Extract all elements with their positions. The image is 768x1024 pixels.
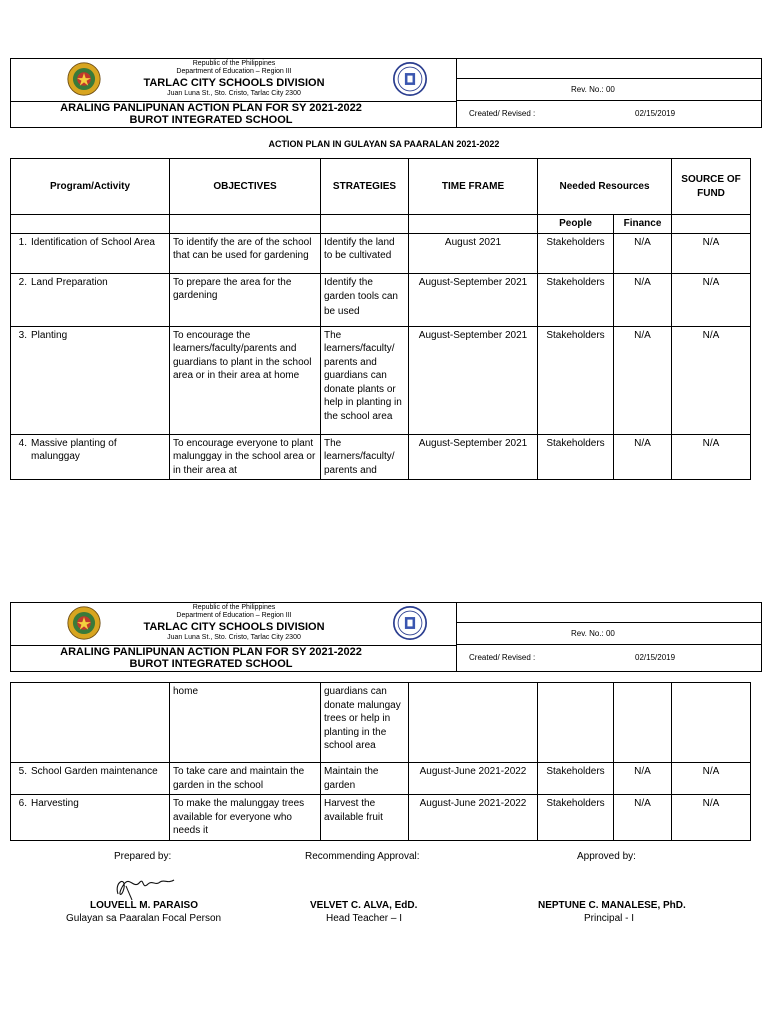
item-number: 3. bbox=[18, 329, 27, 341]
timeframe-cell: August-September 2021 bbox=[409, 326, 538, 434]
subheader-blank bbox=[321, 215, 409, 234]
program-text: Land Preparation bbox=[31, 276, 108, 288]
timeframe-cell: August-June 2021-2022 bbox=[409, 763, 538, 795]
people-cell: Stakeholders bbox=[538, 273, 614, 326]
program-text: School Garden maintenance bbox=[31, 766, 158, 777]
table-row bbox=[11, 233, 751, 273]
page-header-2 bbox=[10, 602, 762, 672]
timeframe-cell bbox=[409, 683, 538, 763]
header-created-row bbox=[457, 645, 761, 671]
section-title: ACTION PLAN IN GULAYAN SA PAARALAN 2021-2022 bbox=[268, 139, 500, 149]
strategy-cell: Harvest the available fruit bbox=[321, 795, 409, 841]
school-name: BUROT INTEGRATED SCHOOL bbox=[129, 658, 293, 670]
people-cell: Stakeholders bbox=[538, 434, 614, 480]
objective-cell: To encourage everyone to plant malunggay in the school area or in their area at bbox=[170, 434, 321, 480]
item-number: 6. bbox=[18, 798, 27, 809]
department-text: Department of Education – Region III bbox=[176, 612, 292, 619]
created-date: 02/15/2019 bbox=[635, 109, 676, 118]
table-row bbox=[11, 763, 751, 795]
header-left-block bbox=[11, 59, 457, 127]
program-cell bbox=[11, 326, 170, 434]
deped-seal-logo bbox=[393, 62, 427, 96]
objective-cell: To identify the are of the school that can be used for gardening bbox=[170, 233, 321, 273]
republic-text: Republic of the Philippines bbox=[192, 60, 276, 67]
signature-mark bbox=[112, 872, 178, 902]
program-text: Identification of School Area bbox=[31, 236, 155, 248]
header-program: Program/Activity bbox=[11, 159, 170, 215]
header-source: SOURCE OF FUND bbox=[672, 159, 751, 215]
created-date: 02/15/2019 bbox=[635, 653, 676, 662]
header-blank-row bbox=[457, 59, 761, 79]
finance-cell bbox=[614, 683, 672, 763]
people-cell: Stakeholders bbox=[538, 326, 614, 434]
action-plan-table-continued bbox=[10, 682, 751, 841]
finance-cell: N/A bbox=[614, 434, 672, 480]
header-finance: Finance bbox=[614, 215, 672, 234]
table-row bbox=[11, 326, 751, 434]
strategy-cell: The learners/faculty/ parents and guardians can donate plants or help in planting in the school area bbox=[321, 326, 409, 434]
people-cell: Stakeholders bbox=[538, 795, 614, 841]
timeframe-cell: August-June 2021-2022 bbox=[409, 795, 538, 841]
program-cell bbox=[11, 233, 170, 273]
program-cell bbox=[11, 795, 170, 841]
program-text: Planting bbox=[31, 329, 68, 341]
prepared-by-label: Prepared by: bbox=[114, 851, 172, 862]
table-row bbox=[11, 683, 751, 763]
header-strategies: STRATEGIES bbox=[321, 159, 409, 215]
item-number: 4. bbox=[18, 437, 27, 449]
people-cell bbox=[538, 683, 614, 763]
department-text: Department of Education – Region III bbox=[176, 68, 292, 75]
subheader-blank bbox=[11, 215, 170, 234]
header-created-row bbox=[457, 101, 761, 127]
header-rev-row bbox=[457, 79, 761, 101]
address-text: Juan Luna St., Sto. Cristo, Tarlac City 2300 bbox=[167, 634, 301, 641]
source-cell: N/A bbox=[672, 233, 751, 273]
prepared-by-role: Gulayan sa Paaralan Focal Person bbox=[66, 913, 222, 924]
subheader-blank bbox=[672, 215, 751, 234]
deped-seal-logo bbox=[393, 606, 427, 640]
subheader-blank bbox=[409, 215, 538, 234]
table-row bbox=[11, 434, 751, 480]
header-people: People bbox=[538, 215, 614, 234]
timeframe-cell: August-September 2021 bbox=[409, 434, 538, 480]
page-header-1 bbox=[10, 58, 762, 128]
source-cell: N/A bbox=[672, 273, 751, 326]
approved-by-role: Principal - I bbox=[584, 913, 635, 924]
division-title: TARLAC CITY SCHOOLS DIVISION bbox=[143, 77, 325, 89]
finance-cell: N/A bbox=[614, 763, 672, 795]
timeframe-cell: August-September 2021 bbox=[409, 273, 538, 326]
republic-text: Republic of the Philippines bbox=[192, 604, 276, 611]
approved-by-name: NEPTUNE C. MANALESE, PhD. bbox=[538, 900, 686, 911]
objective-cell: To make the malunggay trees available for everyone who needs it bbox=[170, 795, 321, 841]
objective-cell: To prepare the area for the gardening bbox=[170, 273, 321, 326]
created-label: Created/ Revised : bbox=[469, 653, 536, 662]
prepared-by-name: LOUVELL M. PARAISO bbox=[90, 900, 198, 911]
header-resources: Needed Resources bbox=[538, 159, 672, 215]
item-number: 2. bbox=[18, 276, 27, 288]
program-cell bbox=[11, 434, 170, 480]
item-number: 1. bbox=[18, 236, 27, 248]
program-cell bbox=[11, 763, 170, 795]
table-row bbox=[11, 273, 751, 326]
recommending-label: Recommending Approval: bbox=[305, 851, 420, 862]
division-title: TARLAC CITY SCHOOLS DIVISION bbox=[143, 621, 325, 633]
program-cell bbox=[11, 683, 170, 763]
table-row bbox=[11, 795, 751, 841]
objective-cell: To encourage the learners/faculty/parents and guardians to plant in the school area or in their area at home bbox=[170, 326, 321, 434]
source-cell: N/A bbox=[672, 326, 751, 434]
plan-title: ARALING PANLIPUNAN ACTION PLAN FOR SY 2021-2022 bbox=[60, 646, 362, 658]
header-blank-row bbox=[457, 603, 761, 623]
source-cell: N/A bbox=[672, 763, 751, 795]
header-rev-row bbox=[457, 623, 761, 645]
strategy-cell: Identify the land to be cultivated bbox=[321, 233, 409, 273]
school-name: BUROT INTEGRATED SCHOOL bbox=[129, 114, 293, 126]
finance-cell: N/A bbox=[614, 326, 672, 434]
finance-cell: N/A bbox=[614, 233, 672, 273]
plan-title: ARALING PANLIPUNAN ACTION PLAN FOR SY 2021-2022 bbox=[60, 102, 362, 114]
action-plan-table bbox=[10, 158, 751, 480]
header-timeframe: TIME FRAME bbox=[409, 159, 538, 215]
program-cell bbox=[11, 273, 170, 326]
created-label: Created/ Revised : bbox=[469, 109, 536, 118]
rev-no: Rev. No.: 00 bbox=[571, 629, 615, 638]
source-cell: N/A bbox=[672, 434, 751, 480]
program-text: Massive planting of malunggay bbox=[31, 437, 117, 462]
people-cell: Stakeholders bbox=[538, 233, 614, 273]
header-left-block bbox=[11, 603, 457, 671]
strategy-cell: The learners/faculty/ parents and bbox=[321, 434, 409, 480]
rev-no: Rev. No.: 00 bbox=[571, 85, 615, 94]
finance-cell: N/A bbox=[614, 795, 672, 841]
recommending-name: VELVET C. ALVA, EdD. bbox=[310, 900, 418, 911]
people-cell: Stakeholders bbox=[538, 763, 614, 795]
source-cell bbox=[672, 683, 751, 763]
objective-cell: home bbox=[170, 683, 321, 763]
objective-cell: To take care and maintain the garden in the school bbox=[170, 763, 321, 795]
subheader-blank bbox=[170, 215, 321, 234]
strategy-cell: guardians can donate malungay trees or help in planting in the school area bbox=[321, 683, 409, 763]
item-number: 5. bbox=[18, 766, 27, 777]
strategy-cell: Maintain the garden bbox=[321, 763, 409, 795]
header-objectives: OBJECTIVES bbox=[170, 159, 321, 215]
program-text: Harvesting bbox=[31, 798, 79, 809]
recommending-role: Head Teacher – I bbox=[326, 913, 402, 924]
address-text: Juan Luna St., Sto. Cristo, Tarlac City 2300 bbox=[167, 90, 301, 97]
source-cell: N/A bbox=[672, 795, 751, 841]
approved-by-label: Approved by: bbox=[577, 851, 636, 862]
finance-cell: N/A bbox=[614, 273, 672, 326]
strategy-cell: Identify the garden tools can be used bbox=[321, 273, 409, 326]
timeframe-cell: August 2021 bbox=[409, 233, 538, 273]
